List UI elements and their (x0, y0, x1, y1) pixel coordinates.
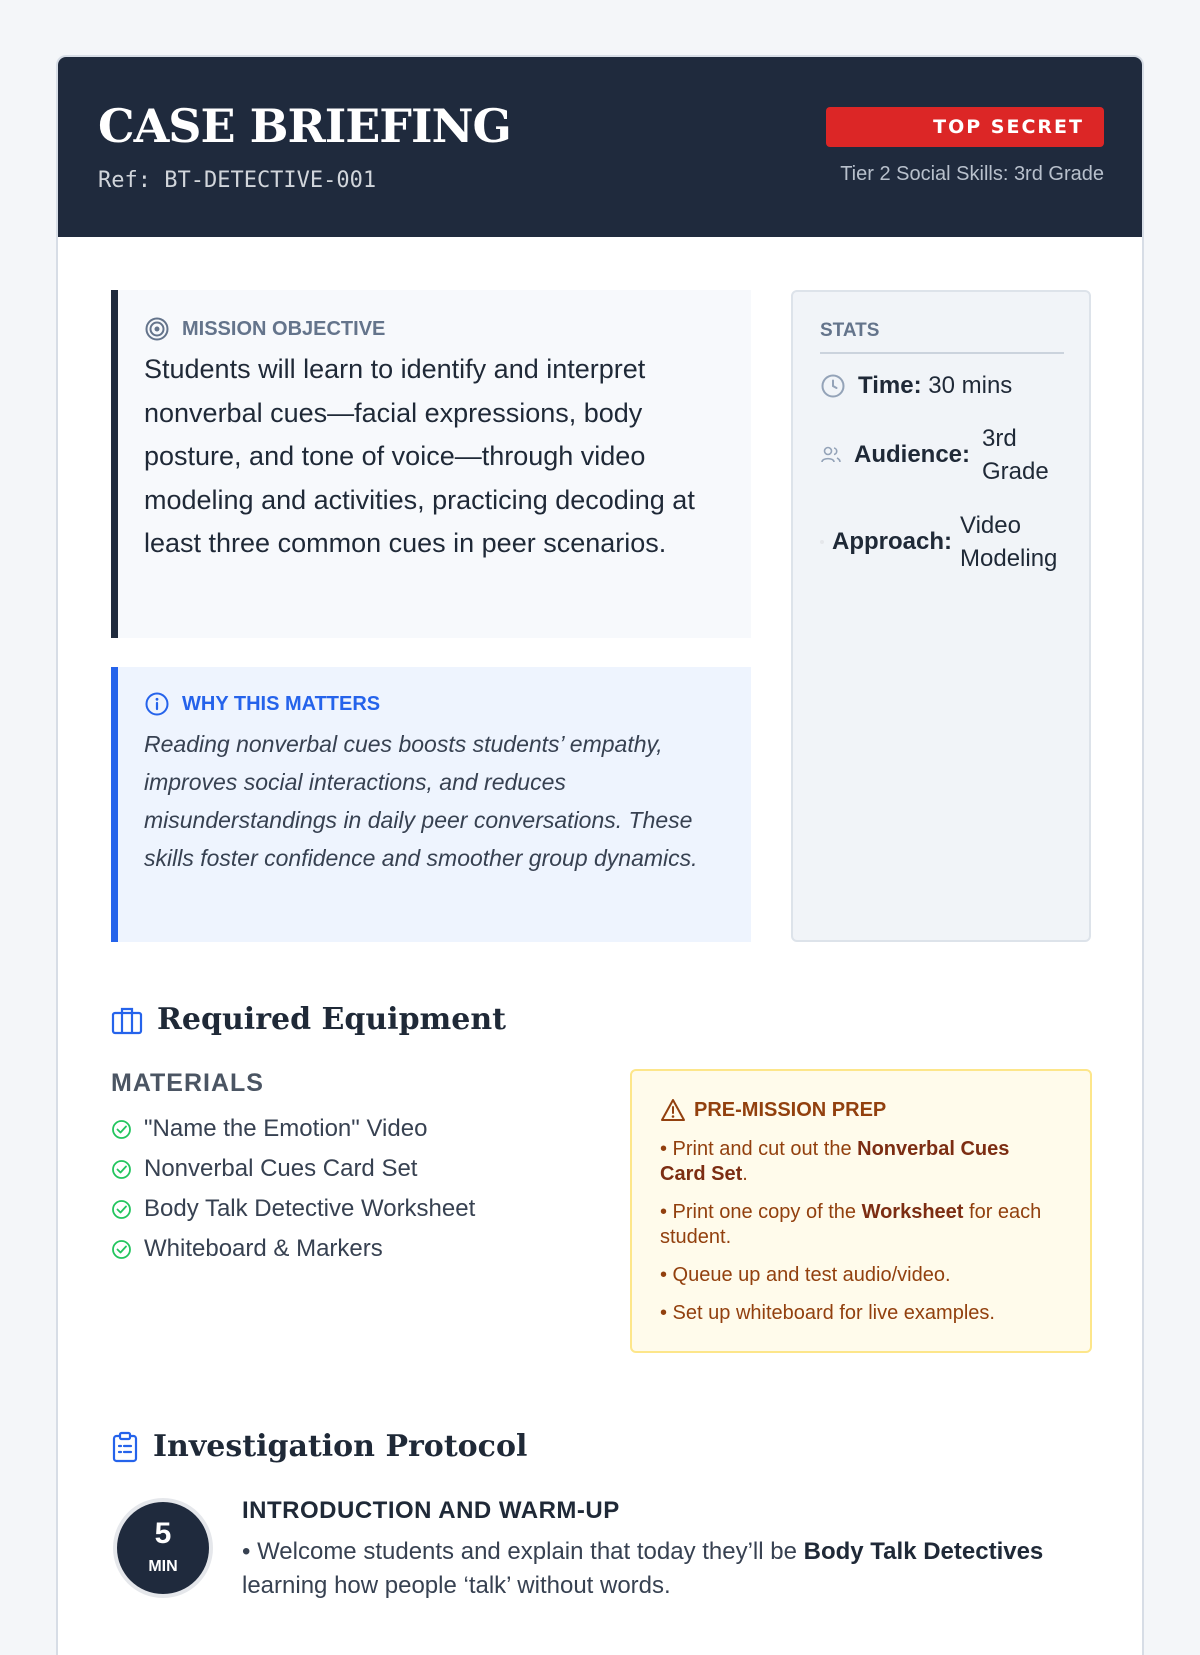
video-icon (820, 540, 824, 544)
prep-item: • Set up whiteboard for live examples. (660, 1302, 995, 1324)
step-duration-badge (117, 1502, 209, 1594)
check-circle-icon (111, 1119, 132, 1140)
required-equipment-heading (111, 1002, 506, 1037)
briefing-header (58, 57, 1142, 237)
material-label: Body Talk Detective Worksheet (144, 1195, 476, 1222)
stat-audience-value: 3rd Grade (982, 425, 1049, 485)
top-secret-badge: TOP SECRET (826, 107, 1104, 147)
material-label: "Name the Emotion" Video (144, 1115, 428, 1142)
prep-item-emphasis: Worksheet (861, 1201, 964, 1223)
prep-item (660, 1200, 1060, 1250)
required-equipment-title: Required Equipment (157, 1002, 507, 1037)
mission-objective-label: MISSION OBJECTIVE (182, 317, 386, 340)
step-title: INTRODUCTION AND WARM-UP (242, 1497, 620, 1524)
mission-objective-header (144, 316, 385, 342)
mission-objective-text: Students will learn to identify and interpret nonverbal cues—facial expressions, body posture, and tone of voice—through video modeling and activities, practicing decoding at least three common cues in peer scenarios. (144, 354, 695, 558)
stat-audience (820, 422, 1070, 488)
material-item (111, 1229, 475, 1269)
stat-time-value: 30 mins (928, 372, 1013, 399)
materials-title: MATERIALS (111, 1069, 264, 1097)
clipboard-icon (111, 1431, 139, 1463)
material-label: Nonverbal Cues Card Set (144, 1155, 418, 1182)
page-title: CASE BRIEFING (98, 99, 511, 153)
stat-approach-value: Video Modeling (960, 512, 1058, 572)
clock-icon (820, 373, 846, 399)
stats-panel (791, 290, 1091, 942)
pre-mission-prep-panel (630, 1069, 1092, 1353)
why-this-matters-text: Reading nonverbal cues boosts students’ empathy, improves social interactions, and reduces misunderstandings in daily peer conversations. These skills foster confidence and smoother group dynamics. (144, 731, 698, 871)
why-this-matters-header (144, 691, 380, 717)
mission-objective-panel (111, 290, 751, 638)
prep-item-text: • Print one copy of the (660, 1201, 862, 1223)
stat-time-label: Time: (858, 372, 922, 399)
step-text: learning how people ‘talk’ without words. (242, 1572, 671, 1599)
material-item (111, 1189, 475, 1229)
prep-item-text: for each student. (660, 1201, 1042, 1248)
step-text: • Welcome students and explain that today they’ll be (242, 1538, 804, 1565)
stat-time (820, 372, 1012, 400)
briefcase-icon (111, 1005, 143, 1035)
users-icon (820, 444, 842, 466)
check-circle-icon (111, 1159, 132, 1180)
warning-icon (660, 1098, 686, 1122)
step-minutes: 5 (154, 1517, 172, 1550)
prep-item-emphasis: Nonverbal Cues Card Set (660, 1138, 1010, 1185)
step-text-emphasis: Body Talk Detectives (803, 1538, 1044, 1565)
stat-approach (820, 509, 1070, 575)
pre-mission-prep-header (660, 1098, 886, 1122)
stats-title: STATS (820, 320, 1064, 354)
material-label: Whiteboard & Markers (144, 1235, 383, 1262)
pre-mission-prep-label: PRE-MISSION PREP (694, 1098, 887, 1121)
why-this-matters-label: WHY THIS MATTERS (182, 692, 381, 715)
prep-item: • Queue up and test audio/video. (660, 1264, 951, 1286)
material-item (111, 1109, 475, 1149)
prep-item-text: • Print and cut out the (660, 1138, 858, 1160)
step-description (242, 1535, 1072, 1603)
investigation-protocol-heading (111, 1429, 527, 1464)
prep-list (660, 1137, 1060, 1339)
case-briefing-card (56, 55, 1144, 1655)
material-item (111, 1149, 475, 1189)
why-this-matters-panel (111, 667, 751, 942)
target-icon (144, 316, 170, 342)
check-circle-icon (111, 1239, 132, 1260)
prep-item-text: . (742, 1163, 748, 1185)
tier-label: Tier 2 Social Skills: 3rd Grade (840, 163, 1104, 185)
prep-item (660, 1137, 1060, 1187)
investigation-protocol-title: Investigation Protocol (153, 1429, 528, 1464)
step-minutes-unit: MIN (148, 1558, 178, 1575)
reference-code: Ref: BT-DETECTIVE-001 (98, 168, 377, 193)
check-circle-icon (111, 1199, 132, 1220)
stat-audience-label: Audience: (854, 441, 971, 468)
info-icon (144, 691, 170, 717)
materials-list (111, 1109, 475, 1269)
stat-approach-label: Approach: (832, 528, 952, 555)
